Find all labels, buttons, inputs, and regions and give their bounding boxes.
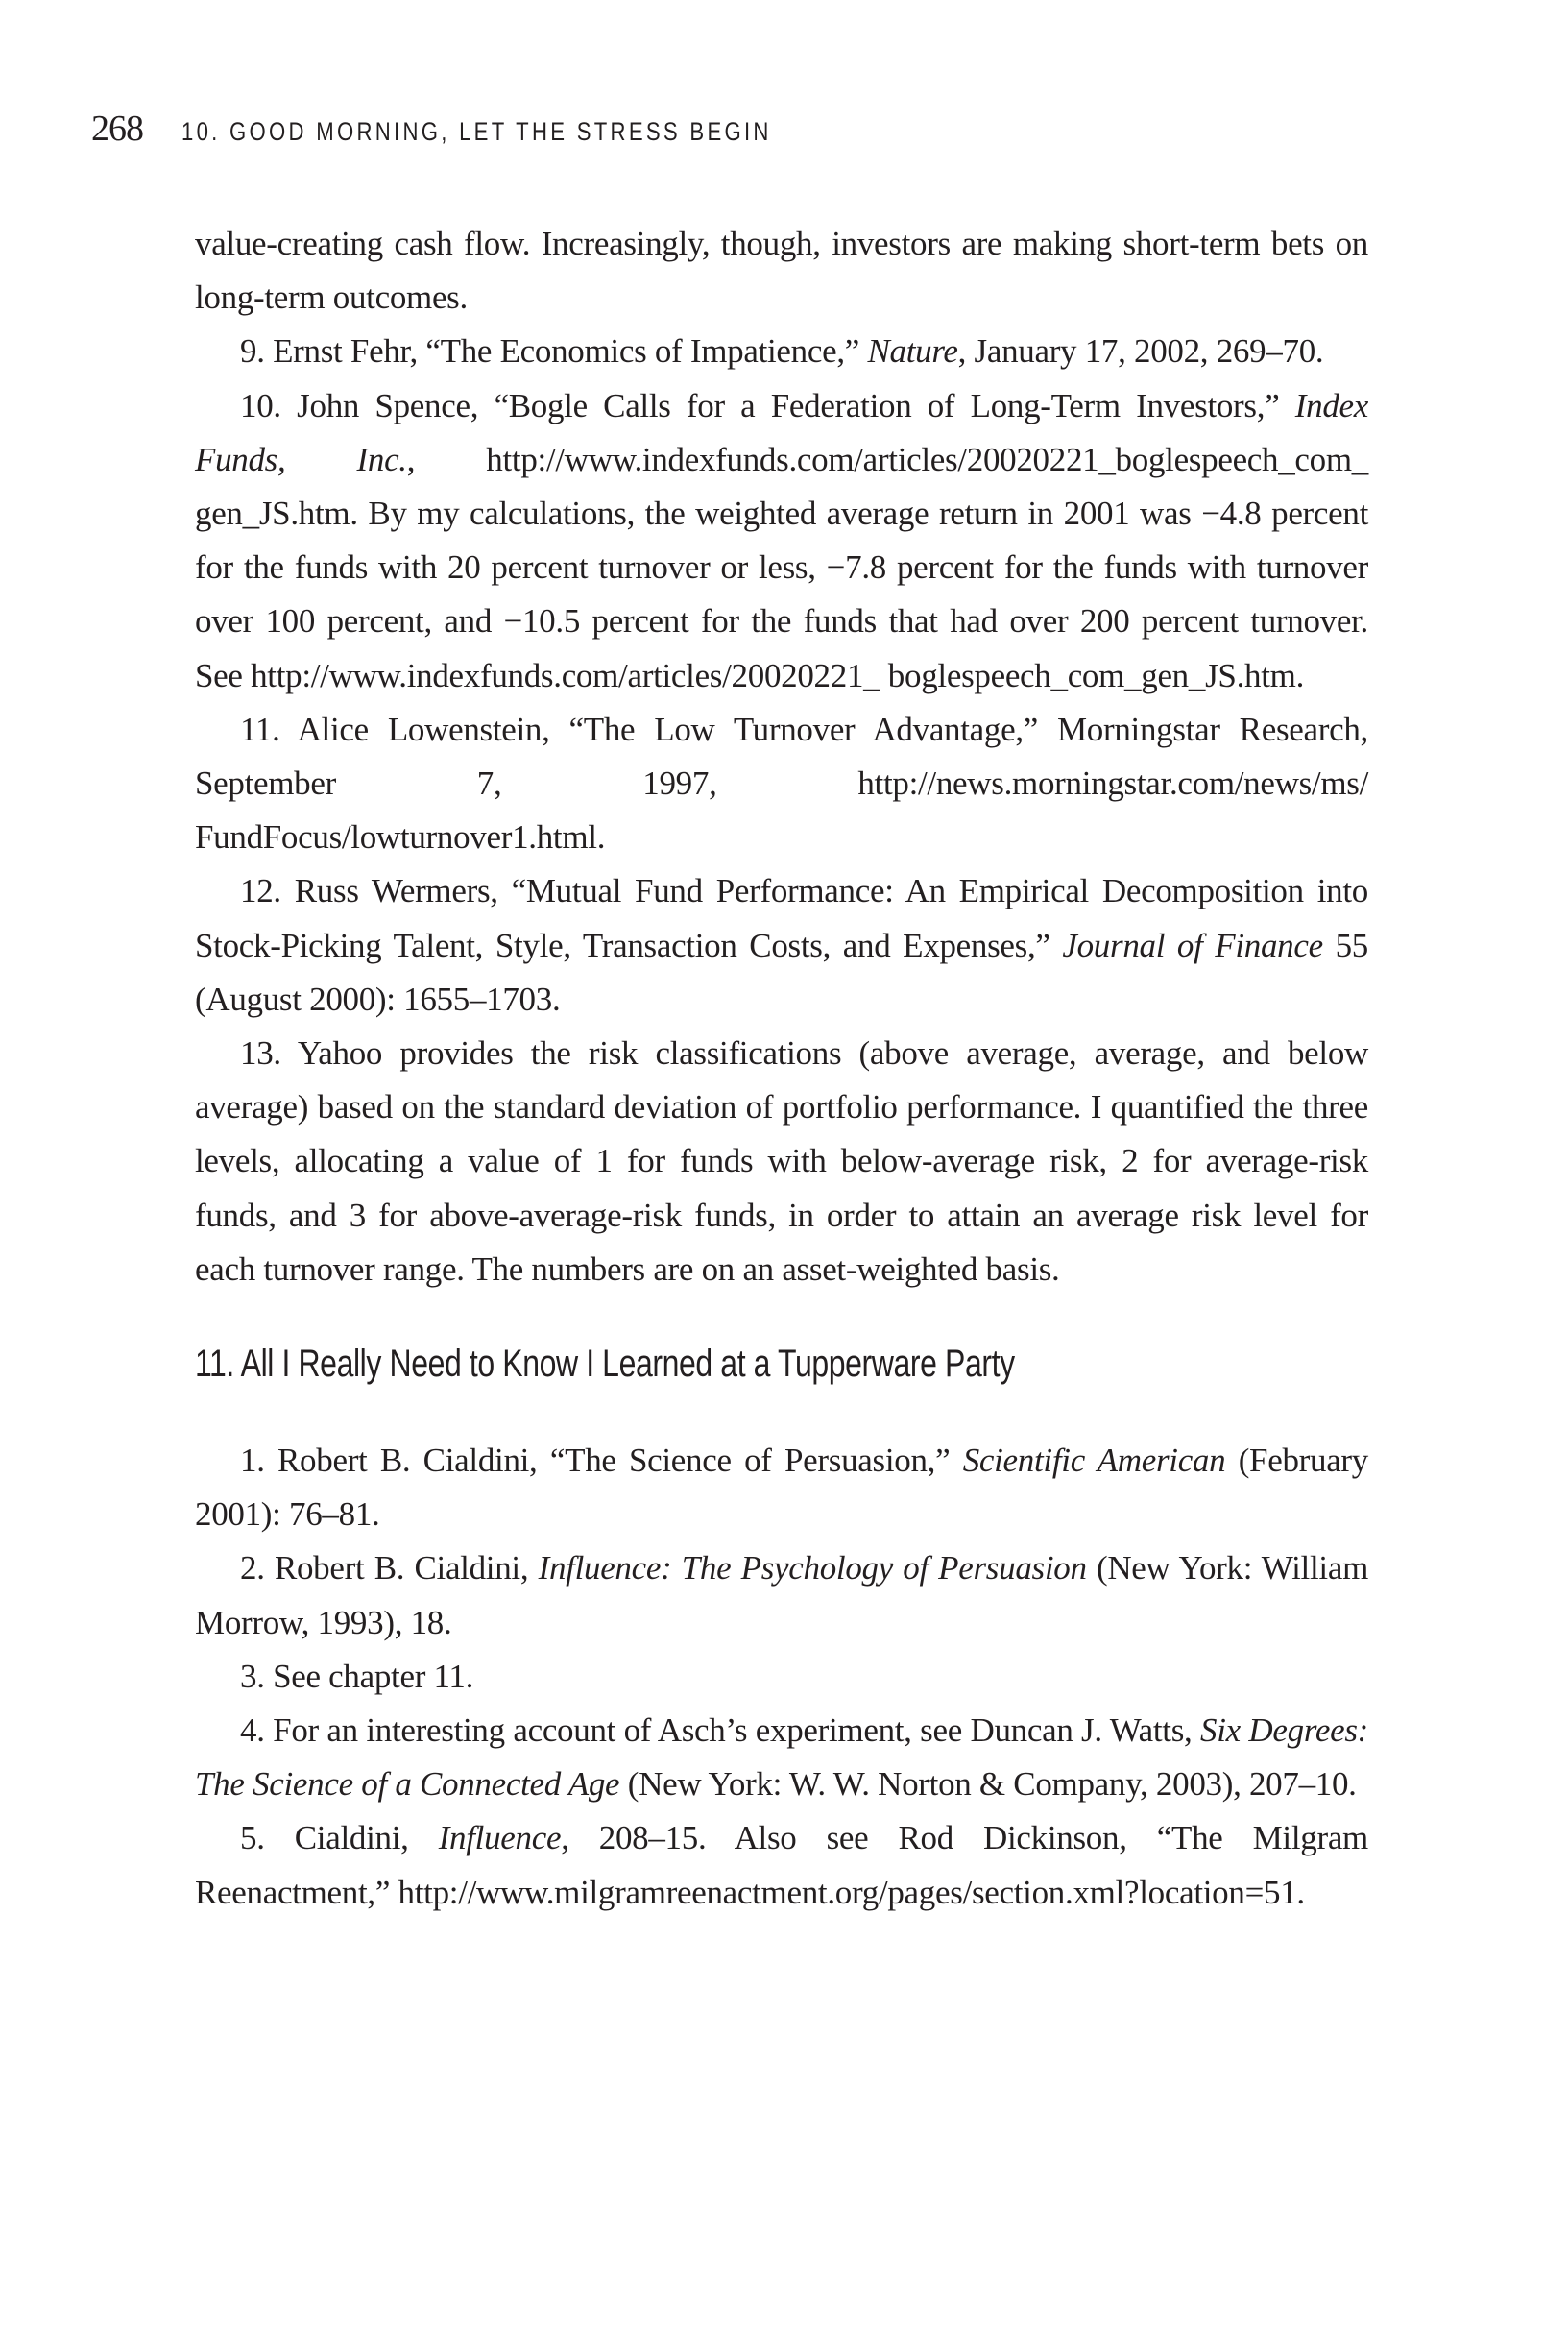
note-text: 10. John Spence, “Bogle Calls for a Federation of Long-Term Investors,”: [240, 386, 1295, 424]
note-text: (New York: William Morrow, 1993), 18.: [195, 1549, 1368, 1641]
note-13: 13. Yahoo provides the risk classifications (above average, average, and below average) based on the standard deviation of portfolio performance. I quantified the three levels, allocating a value of 1 for funds with below-average risk, 2 for average-risk funds, and 3 for above-average-risk funds, in order to attain an average risk level for each turnover range. The numbers are on an asset-weighted basis.: [195, 1034, 1368, 1288]
note-continuation: value-creating cash flow. Increasingly, though, investors are making short-term bets on long-term outcomes.: [195, 225, 1368, 317]
note-11: 11. Alice Lowenstein, “The Low Turnover Advantage,” Morningstar Research, September 7, 1997, http://news.morningstar.com/news/ms/ FundFocus/lowturnover1.html.: [195, 710, 1368, 857]
note-italic-title: Scientific American: [962, 1442, 1226, 1480]
note-text: 55 (August 2000): 1655–1703.: [195, 926, 1368, 1018]
running-head: [91, 108, 902, 156]
note-text: , January 17, 2002, 269–70.: [957, 332, 1324, 371]
note-text: 2. Robert B. Cialdini,: [240, 1549, 539, 1588]
note-italic-title: Influence: The Psychology of Persuasion: [538, 1549, 1087, 1588]
note-text: 4. For an interesting account of Asch’s experiment, see Duncan J. Watts,: [240, 1711, 1201, 1750]
note-italic-title: Six Degrees: The Science of a Connected Age: [195, 1711, 1368, 1804]
note-italic-title: Influence: [438, 1819, 562, 1857]
note-3: 3. See chapter 11.: [240, 1657, 474, 1695]
note-12: [195, 864, 1368, 1027]
note-5: [195, 1811, 1368, 1919]
note-text: (February 2001): 76–81.: [195, 1442, 1368, 1534]
note-2: [195, 1541, 1368, 1649]
note-text: 12. Russ Wermers, “Mutual Fund Performance: An Empirical Decomposition into Stock-Picking Talent, Style, Transaction Costs, and Expenses,”: [195, 872, 1368, 964]
text-column: [195, 217, 1368, 1920]
note-text: 5. Cialdini,: [240, 1819, 439, 1857]
note-4: [195, 1704, 1368, 1811]
note-text: , http://www.indexfunds.com/articles/20020221_boglespeech_com_ gen_JS.htm. By my calculations, the weighted average return in 2001 was −4.8 percent for the funds with 20 percent turnover or less, −7.8 percent for the funds with turnover over 100 percent, and −10.5 percent for the funds that had over 200 percent turnover. See http://www.indexfunds.com/articles/20020221_ boglespeech_com_gen_JS.htm.: [195, 440, 1368, 694]
note-italic-title: Journal of Finance: [1062, 926, 1323, 964]
note-9: [195, 325, 1368, 378]
note-text: , 208–15. Also see Rod Dickinson, “The Milgram Reenactment,” http://www.milgramreenactment.org/pages/section.xml?location=51.: [195, 1819, 1368, 1911]
note-italic-title: Nature: [867, 332, 958, 371]
page-number: 268: [91, 109, 143, 149]
note-10: [195, 379, 1368, 703]
note-text: 1. Robert B. Cialdini, “The Science of Persuasion,”: [240, 1442, 963, 1480]
running-head-chapter-title: 10. GOOD MORNING, LET THE STRESS BEGIN: [181, 117, 772, 146]
chapter-heading: 11. All I Really Need to Know I Learned at a Tupperware Party: [195, 1343, 1015, 1386]
note-italic-title: Index Funds, Inc.: [195, 386, 1368, 478]
note-text: (New York: W. W. Norton & Company, 2003), 207–10.: [619, 1765, 1357, 1804]
note-1: [195, 1434, 1368, 1541]
note-text: 9. Ernst Fehr, “The Economics of Impatience,”: [240, 332, 868, 371]
